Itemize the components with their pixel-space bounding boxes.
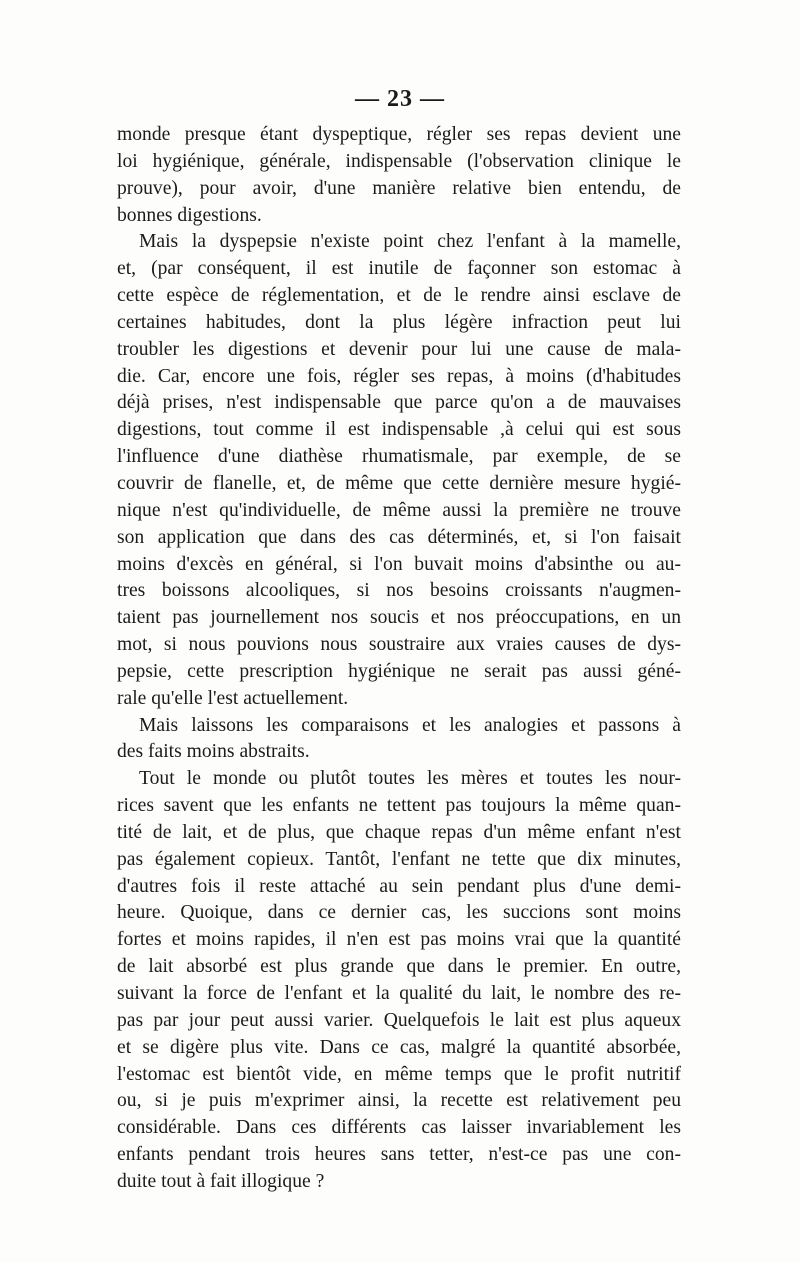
text-line: des faits moins abstraits.: [117, 741, 310, 763]
text-line: nique n'est qu'individuelle, de même aussi la première ne trouve: [117, 499, 681, 521]
text-line: rices savent que les enfants ne tettent pas toujours la même quan-: [117, 795, 681, 817]
text-line: mot, si nous pouvions nous soustraire aux vraies causes de dys-: [117, 634, 681, 656]
text-line: pepsie, cette prescription hygiénique ne serait pas aussi géné-: [117, 660, 681, 682]
text-line: digestions, tout comme il est indispensable ,à celui qui est sous: [117, 419, 681, 441]
text-line: tres boissons alcooliques, si nos besoins croissants n'augmen-: [117, 580, 681, 602]
text-line: duite tout à fait illogique ?: [117, 1170, 325, 1192]
text-line: déjà prises, n'est indispensable que parce qu'on a de mauvaises: [117, 392, 681, 414]
text-line: enfants pendant trois heures sans tetter, n'est-ce pas une con-: [117, 1144, 681, 1166]
paragraph: [117, 713, 681, 767]
text-line: Mais la dyspepsie n'existe point chez l'enfant à la mamelle,: [139, 231, 681, 253]
text-line: d'autres fois il reste attaché au sein pendant plus d'une demi-: [117, 875, 681, 897]
text-line: Mais laissons les comparaisons et les analogies et passons à: [139, 714, 681, 736]
text-line: taient pas journellement nos soucis et nos préoccupations, en un: [117, 607, 681, 629]
text-line: moins d'excès en général, si l'on buvait moins d'absinthe ou au-: [117, 553, 681, 575]
text-line: couvrir de flanelle, et, de même que cette dernière mesure hygié-: [117, 472, 681, 494]
body-text: [117, 122, 681, 1196]
text-line: monde presque étant dyspeptique, régler ses repas devient une: [117, 124, 681, 145]
text-line: tité de lait, et de plus, que chaque repas d'un même enfant n'est: [117, 821, 681, 843]
text-line: die. Car, encore une fois, régler ses repas, à moins (d'habitudes: [117, 365, 681, 387]
text-line: et, (par conséquent, il est inutile de façonner son estomac à: [117, 258, 681, 280]
paragraph: [117, 229, 681, 712]
text-line: certaines habitudes, dont la plus légère infraction peut lui: [117, 311, 681, 333]
text-line: Tout le monde ou plutôt toutes les mères et toutes les nour-: [139, 768, 681, 790]
paragraph: [117, 122, 681, 229]
text-line: considérable. Dans ces différents cas laisser invariablement les: [117, 1117, 681, 1139]
text-line: troubler les digestions et devenir pour lui une cause de mala-: [117, 338, 681, 360]
text-line: son application que dans des cas déterminés, et, si l'on faisait: [117, 526, 681, 548]
text-line: heure. Quoique, dans ce dernier cas, les succions sont moins: [117, 902, 681, 924]
text-line: l'influence d'une diathèse rhumatismale, par exemple, de se: [117, 446, 681, 468]
text-line: pas également copieux. Tantôt, l'enfant ne tette que dix minutes,: [117, 848, 681, 870]
text-line: suivant la force de l'enfant et la qualité du lait, le nombre des re-: [117, 983, 681, 1004]
page-number: — 23 —: [355, 86, 445, 112]
text-line: de lait absorbé est plus grande que dans le premier. En outre,: [117, 956, 681, 978]
text-line: l'estomac est bientôt vide, en même temps que le profit nutritif: [117, 1063, 681, 1085]
text-line: et se digère plus vite. Dans ce cas, malgré la quantité absorbée,: [117, 1036, 681, 1058]
text-line: pas par jour peut aussi varier. Quelquefois le lait est plus aqueux: [117, 1009, 681, 1031]
text-line: fortes et moins rapides, il n'en est pas moins vrai que la quantité: [117, 929, 681, 951]
text-line: bonnes digestions.: [117, 204, 262, 226]
text-line: ou, si je puis m'exprimer ainsi, la recette est relativement peu: [117, 1090, 681, 1112]
text-line: loi hygiénique, générale, indispensable (l'observation clinique le: [117, 150, 681, 172]
text-line: rale qu'elle l'est actuellement.: [117, 687, 349, 709]
text-line: prouve), pour avoir, d'une manière relative bien entendu, de: [117, 177, 681, 199]
paragraph: [117, 766, 681, 1196]
text-line: cette espèce de réglementation, et de le rendre ainsi esclave de: [117, 285, 681, 307]
